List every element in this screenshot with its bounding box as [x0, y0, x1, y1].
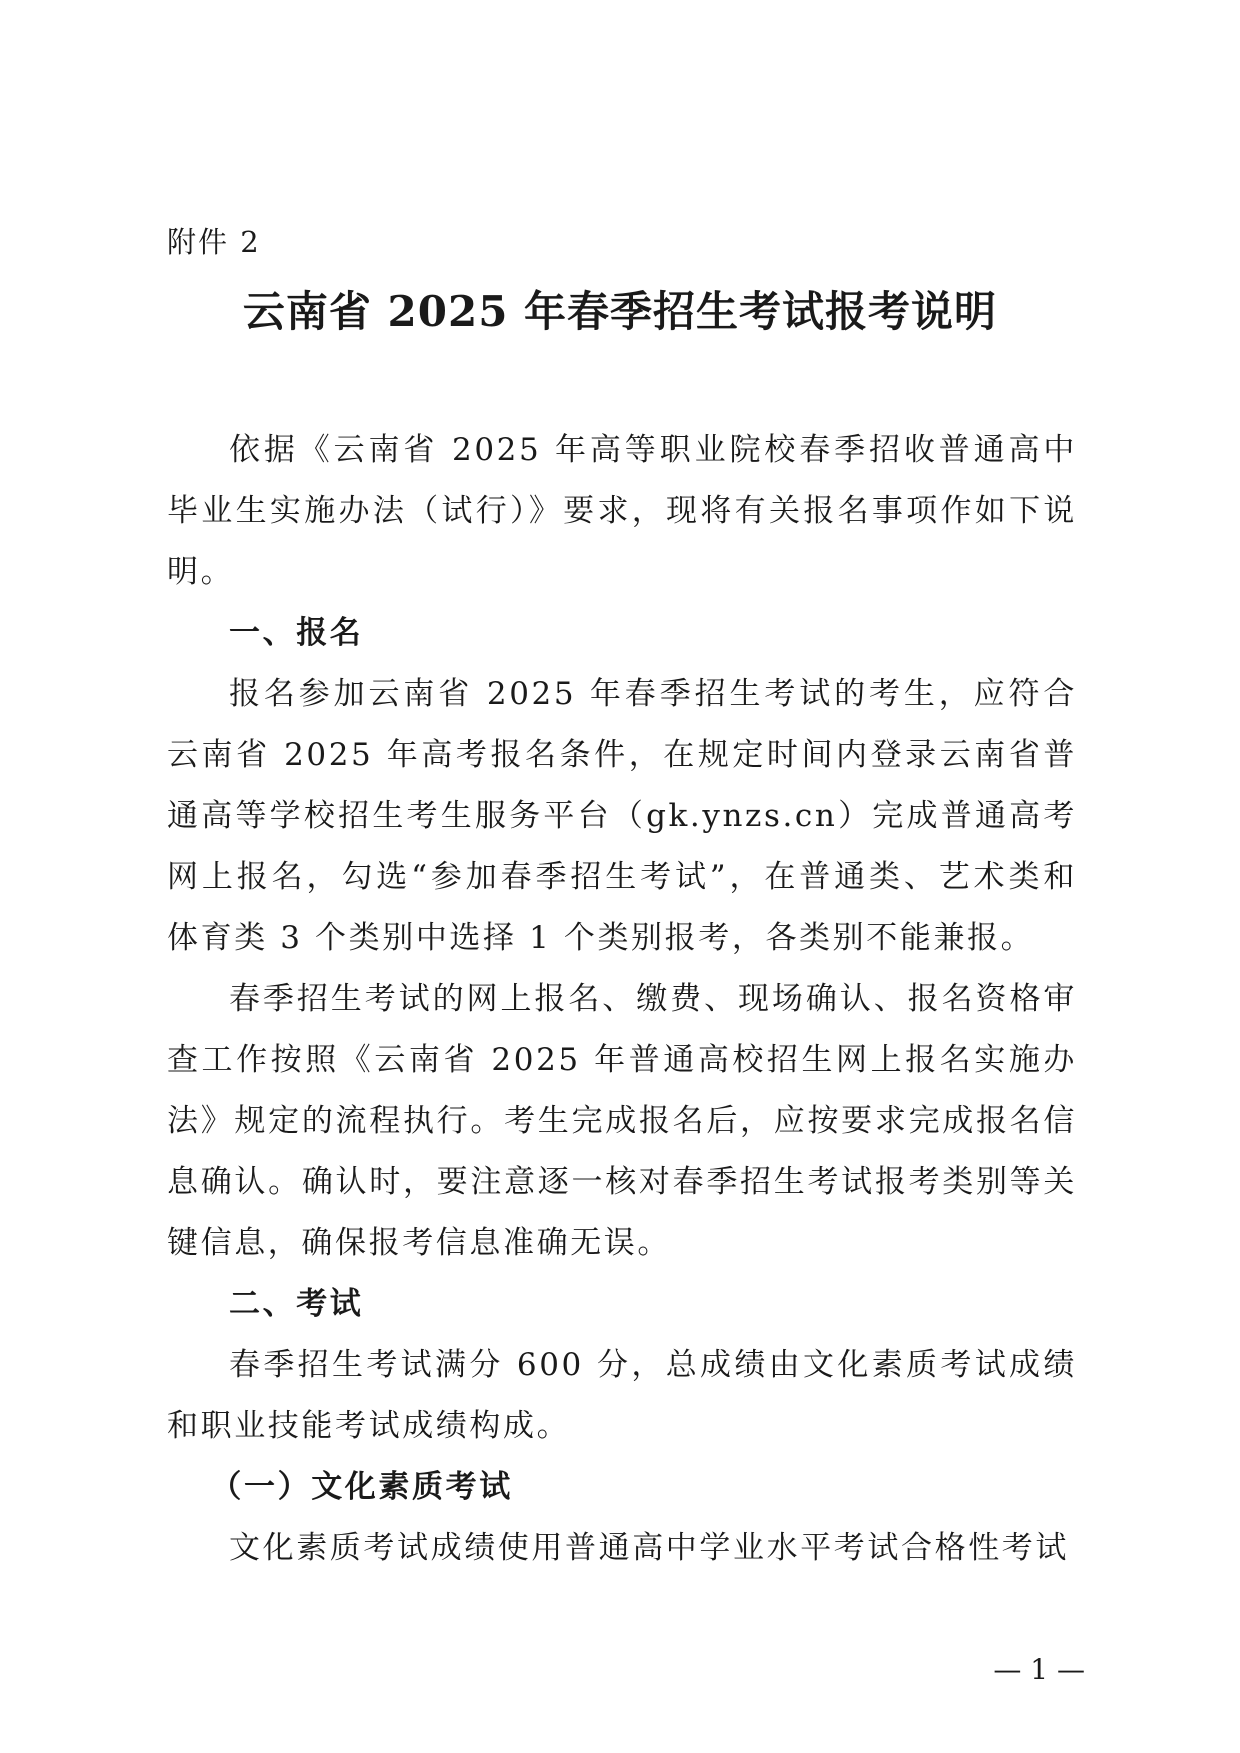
page-number: — 1 — [993, 1653, 1085, 1686]
intro-paragraph: 依据《云南省 2025 年高等职业院校春季招收普通高中毕业生实施办法（试行）》要求，现将有关报名事项作如下说明。 [167, 432, 1077, 590]
exam-paragraph-2: 文化素质考试成绩使用普通高中学业水平考试合格性考试 [229, 1530, 1069, 1566]
exam-paragraph-1: 春季招生考试满分 600 分，总成绩由文化素质考试成绩和职业技能考试成绩构成。 [167, 1347, 1077, 1444]
registration-paragraph-1: 报名参加云南省 2025 年春季招生考试的考生，应符合云南省 2025 年高考报名条件，在规定时间内登录云南省普通高等学校招生考生服务平台（gk.ynzs.cn）完成普通高考网上报名，勾选“参加春季招生考试”，在普通类、艺术类和体育类 3 个类别中选择 1 个类别报考，各类别不能兼报。 [167, 676, 1077, 956]
document-title: 云南省 2025 年春季招生考试报考说明 [242, 287, 998, 336]
section-heading-registration: 一、报名 [229, 615, 364, 651]
subsection-heading-cultural-exam: （一）文化素质考试 [210, 1469, 513, 1505]
section-heading-exam: 二、考试 [229, 1286, 364, 1322]
document-body [167, 420, 1077, 1579]
registration-paragraph-2: 春季招生考试的网上报名、缴费、现场确认、报名资格审查工作按照《云南省 2025 年普通高校招生网上报名实施办法》规定的流程执行。考生完成报名后，应按要求完成报名信息确认。确认时，要注意逐一核对春季招生考试报考类别等关键信息，确保报考信息准确无误。 [167, 981, 1077, 1261]
attachment-label: 附件 2 [167, 225, 261, 259]
